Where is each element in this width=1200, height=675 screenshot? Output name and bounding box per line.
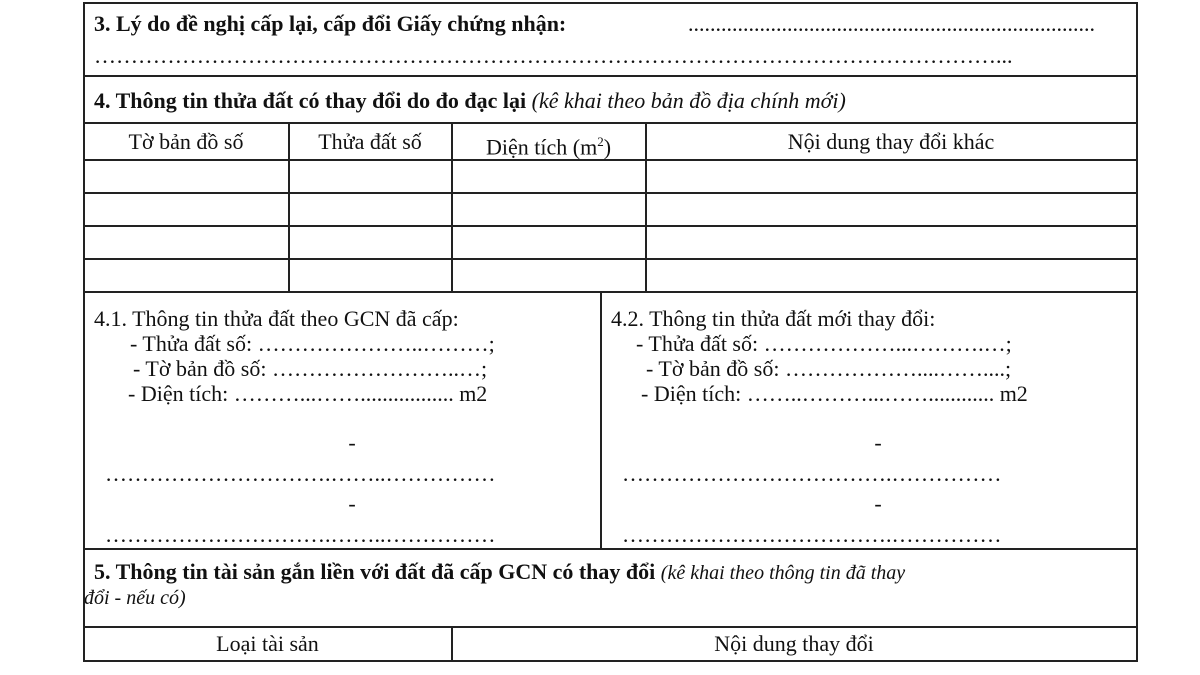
section4-note: (kê khai theo bản đồ địa chính mới)	[531, 88, 846, 113]
section5-note: (kê khai theo thông tin đã thay	[660, 562, 906, 584]
col-other-changes: Nội dung thay đổi khác	[787, 129, 995, 154]
s42-dots2: ……………………………….……………	[622, 523, 1002, 547]
col-parcel: Thửa đất số	[318, 129, 422, 154]
col-asset-type: Loại tài sản	[216, 631, 319, 656]
col-map-sheet: Tờ bản đồ số	[128, 129, 244, 154]
s42-area: - Diện tích: ……..………...……............ m2	[641, 381, 1028, 406]
s41-dots2: ………………………….……..……………	[105, 523, 496, 547]
section5-note-cont: đổi - nếu có)	[84, 587, 186, 609]
s41-dots1: ………………………….……..……………	[105, 462, 496, 486]
col-area-sup: 2	[597, 134, 604, 149]
s41-dash1: -	[348, 430, 356, 455]
s42-dash2: -	[874, 491, 882, 516]
s42-dots1: ……………………………….……………	[622, 462, 1002, 486]
s41-sheet: - Tờ bản đồ số: ……………………..…;	[133, 356, 488, 381]
col-area	[452, 130, 645, 159]
col-change-content: Nội dung thay đổi	[714, 631, 874, 656]
s42-parcel: - Thửa đất số: ………………...……….…;	[636, 331, 1012, 356]
section3-title: 3. Lý do đề nghị cấp lại, cấp đổi Giấy chứng nhận:	[94, 11, 567, 36]
s42-sheet: - Tờ bản đồ số: ………………....……....;	[646, 356, 1012, 381]
col-area-close: )	[603, 134, 612, 160]
section5-title: 5. Thông tin tài sản gắn liền với đất đã cấp GCN có thay đổi	[94, 559, 656, 584]
s41-area: - Diện tích: ………...……................. m2	[128, 381, 488, 406]
section4-title: 4. Thông tin thửa đất có thay đổi do đo đạc lại	[94, 88, 527, 113]
s41-parcel: - Thửa đất số: …………………..………;	[130, 331, 495, 356]
s42-title: 4.2. Thông tin thửa đất mới thay đổi:	[611, 306, 936, 331]
section3-dots-line: ……………………………………………………………………………………………………………...	[94, 44, 1013, 68]
section4-heading	[94, 89, 846, 113]
col-area-label: Diện tích (m	[485, 134, 598, 160]
s42-dash1: -	[874, 430, 882, 455]
section5-heading	[94, 560, 905, 585]
s41-title: 4.1. Thông tin thửa đất theo GCN đã cấp:	[94, 306, 459, 331]
s41-dash2: -	[348, 491, 356, 516]
section3-dots: ..........................................................................	[688, 12, 1095, 36]
